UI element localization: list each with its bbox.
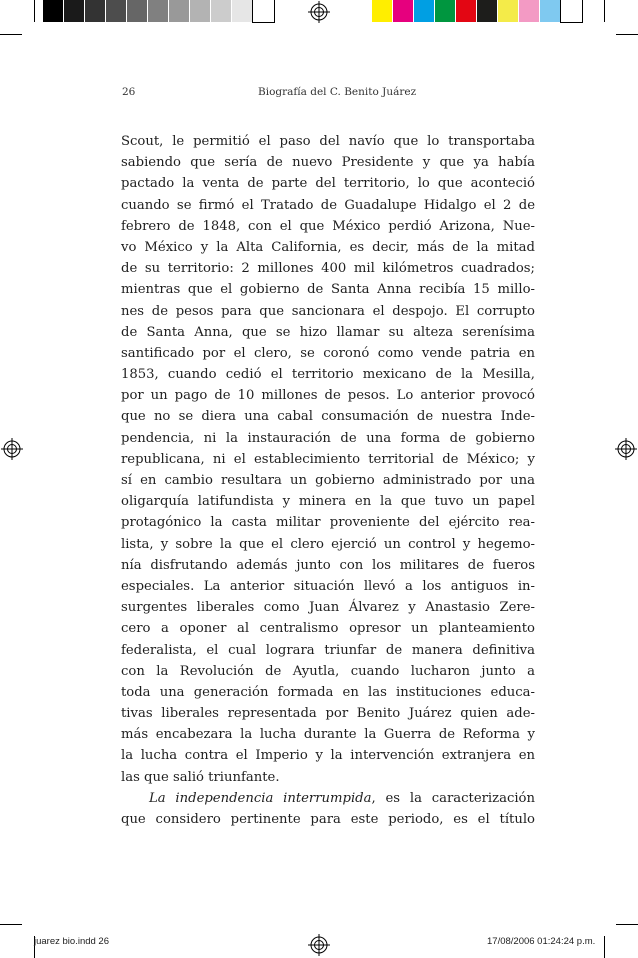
text-line: que considero pertinente para este periodo, es el título [121, 812, 535, 827]
crop-mark-bottom-left-h [0, 924, 22, 925]
color-swatch [232, 0, 253, 22]
crop-mark-top-right-v [604, 0, 605, 22]
text-line: lista, y sobre la que el clero ejerció un control y hegemo- [121, 536, 535, 552]
color-swatch [85, 0, 106, 22]
color-swatch [414, 0, 435, 22]
text-line: Scout, le permitió el paso del navío que lo transportaba [121, 134, 535, 149]
registration-mark-top-icon [308, 1, 330, 23]
text-line: por un pago de 10 millones de pesos. Lo anterior provocó [121, 388, 535, 404]
text-line: cuando se firmó el Tratado de Guadalupe Hidalgo el 2 de [121, 197, 535, 213]
page-number: 26 [122, 86, 136, 98]
crop-mark-top-left-h [0, 34, 22, 35]
text-line: con la Revolución de Ayutla, cuando lucharon junto a [121, 663, 535, 679]
registration-mark-left-icon [1, 438, 23, 460]
text-line: las que salió triunfante. [121, 769, 280, 785]
text-line: especiales. La anterior situación llevó a los antiguos in- [121, 578, 535, 594]
registration-mark-bottom-icon [308, 934, 330, 956]
body-text [121, 131, 535, 830]
text-line: pactado la venta de parte del territorio, lo que aconteció [121, 176, 535, 192]
color-swatch [169, 0, 190, 22]
text-line: cero a oponer al centralismo opresor un planteamiento [121, 621, 535, 637]
text-line: republicana, ni el establecimiento territorial de México; y [121, 451, 535, 467]
color-swatch [253, 0, 274, 22]
text-line: pendencia, ni la instauración de una forma de gobierno [121, 430, 535, 446]
slug-filename: juarez bio.indd 26 [34, 936, 109, 947]
text-line: febrero de 1848, con el que México perdió Arizona, Nue- [121, 218, 535, 234]
color-swatch [561, 0, 582, 22]
text-line: sí en cambio resultara un gobierno administrado por una [121, 473, 535, 488]
color-swatch [540, 0, 561, 22]
running-head [122, 86, 534, 102]
text-run: , es la caracterización [371, 790, 535, 806]
text-line: mientras que el gobierno de Santa Anna recibía 15 millo- [121, 282, 535, 298]
color-swatch [64, 0, 85, 22]
text-line: oligarquía latifundista y minera en la que tuvo un papel [121, 494, 535, 510]
color-swatch [519, 0, 540, 22]
text-line: 1853, cuando cedió el territorio mexicano de la Mesilla, [121, 367, 535, 383]
color-swatch [190, 0, 211, 22]
text-line: toda una generación formada en las instituciones educa- [121, 684, 535, 700]
text-line: la lucha contra el Imperio y la intervención extranjera en [121, 748, 535, 764]
text-line: nes de pesos para que sancionara el despojo. El corrupto [121, 303, 535, 319]
color-swatch [43, 0, 64, 22]
registration-mark-right-icon [615, 438, 637, 460]
text-line: federalista, el cual lograra triunfar de manera definitiva [121, 642, 535, 658]
color-swatch [127, 0, 148, 22]
crop-mark-top-right-h [616, 34, 638, 35]
color-swatch [477, 0, 498, 22]
color-swatch [393, 0, 414, 22]
text-line: tivas liberales representada por Benito Juárez quien ade- [121, 706, 535, 722]
text-line: sabiendo que sería de nuevo Presidente y que ya había [121, 155, 535, 171]
running-title: Biografía del C. Benito Juárez [258, 86, 417, 98]
text-line: de Santa Anna, que se hizo llamar su alteza serenísima [121, 324, 535, 340]
italic-book-title: La independencia interrumpida [149, 790, 372, 806]
text-line: más encabezara la lucha durante la Guerra de Reforma y [121, 727, 535, 743]
text-line: surgentes liberales como Juan Álvarez y Anastasio Zere- [121, 600, 535, 616]
color-swatch [435, 0, 456, 22]
grayscale-calibration-strip [43, 0, 274, 22]
color-swatch [106, 0, 127, 22]
text-line [121, 788, 535, 809]
text-line: nía disfrutando además junto con los militares de fueros [121, 557, 535, 573]
crop-mark-bottom-right-v [604, 936, 605, 958]
color-swatch [148, 0, 169, 22]
crop-mark-top-left-v [34, 0, 35, 22]
text-line: que no se diera una cabal consumación de nuestra Inde- [121, 409, 535, 425]
color-swatch [211, 0, 232, 22]
text-line: protagónico la casta militar proveniente del ejército rea- [121, 515, 535, 531]
color-swatch [498, 0, 519, 22]
color-calibration-strip [372, 0, 582, 22]
text-line: santificado por el clero, se coronó como vende patria en [121, 345, 535, 361]
text-line: de su territorio: 2 millones 400 mil kilómetros cuadrados; [121, 261, 535, 277]
crop-mark-bottom-right-h [616, 924, 638, 925]
color-swatch [456, 0, 477, 22]
slug-timestamp: 17/08/2006 01:24:24 p.m. [487, 936, 596, 947]
paragraph [121, 131, 535, 788]
color-swatch [372, 0, 393, 22]
text-line: vo México y la Alta California, es decir, más de la mitad [121, 239, 535, 255]
paragraph [121, 788, 535, 830]
